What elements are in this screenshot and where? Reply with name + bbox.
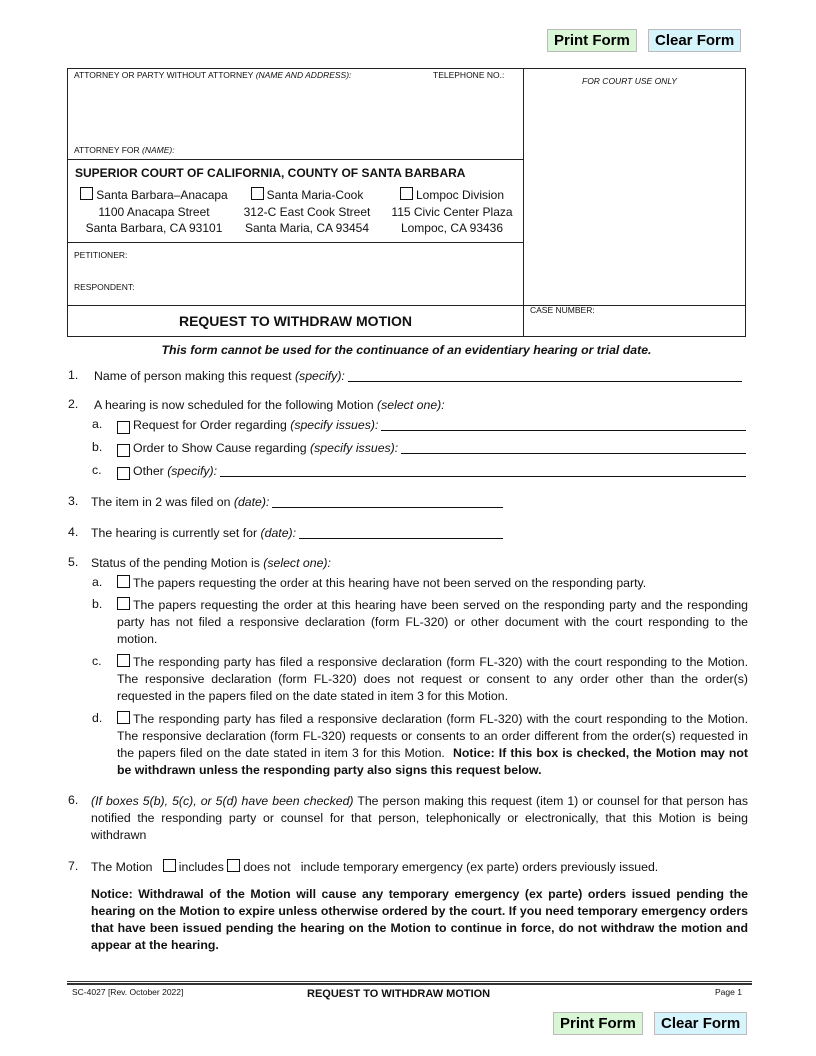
item-text: The person making this request (item 1) or counsel for that person has notified the responding party or counsel for that person, telephonically or electronically, that this Motion is being withdrawn <box>91 794 748 842</box>
input-line[interactable] <box>381 430 746 431</box>
item-text: The responding party has filed a responsive declaration (form FL-320) with the court responding to the Motion. The responsive declaration (form FL-320) requests or consents to an order different from the order(s) requested in the papers filed on the date stated in item 3 for this Motion. <box>117 712 748 760</box>
input-line[interactable] <box>272 507 503 508</box>
item-2b-field[interactable] <box>117 440 746 457</box>
includes-checkbox[interactable] <box>163 859 176 872</box>
item-5c <box>117 654 748 705</box>
court-city: Lompoc, CA 93436 <box>400 221 504 235</box>
item-text: Status of the pending Motion is <box>91 556 260 570</box>
continuance-notice: This form cannot be used for the continuance of an evidentiary hearing or trial date. <box>161 343 652 357</box>
input-line[interactable] <box>401 453 746 454</box>
page-number: Page 1 <box>715 987 742 997</box>
item-notice: Notice: If this box is checked, the Motion may not be withdrawn unless the responding party also signs this request below. <box>117 746 749 777</box>
item-3-date-field[interactable] <box>91 494 503 511</box>
item-text: The responding party has filed a responsive declaration (form FL-320) with the court responding to the Motion. The responsive declaration (form FL-320) does not request or consent to any order other than the order(s) requested in the papers filed on the date stated in item 3 for this Motion. <box>117 655 748 703</box>
input-line[interactable] <box>220 476 746 477</box>
item-text: The hearing is currently set for <box>91 526 258 540</box>
item-5d <box>117 711 748 779</box>
item-6 <box>91 793 748 844</box>
attorney-field[interactable] <box>74 70 351 80</box>
item-number: 2. <box>68 397 79 411</box>
checkbox[interactable] <box>117 597 130 610</box>
court-name-label: Lompoc Division <box>415 188 505 202</box>
divider <box>523 68 524 337</box>
item-7 <box>91 859 658 876</box>
divider <box>67 159 524 160</box>
checkbox[interactable] <box>117 467 130 480</box>
checkbox[interactable] <box>80 187 93 200</box>
respondent-label: RESPONDENT: <box>74 282 135 292</box>
item-7-notice: Notice: Withdrawal of the Motion will cause any temporary emergency (ex parte) orders issued pending the hearing on the Motion to expire unless otherwise ordered by the court. If you need temporary emergency orders that have been issued pending the hearing on the Motion to continue in force, do not withdraw the motion and appear at the hearing. <box>91 887 748 952</box>
item-hint: (date): <box>260 526 297 540</box>
court-city: Santa Maria, CA 93454 <box>244 221 370 235</box>
form-id <box>72 987 183 997</box>
includes-label: includes <box>178 860 224 874</box>
item-hint: (specify): <box>167 464 218 478</box>
item-hint: (select one): <box>377 398 445 412</box>
item-letter: d. <box>92 711 103 725</box>
checkbox[interactable] <box>117 575 130 588</box>
item-letter: c. <box>92 463 102 477</box>
checkbox[interactable] <box>117 444 130 457</box>
court-city: Santa Barbara, CA 93101 <box>85 221 223 235</box>
court-option[interactable] <box>384 187 520 204</box>
item-number: 7. <box>68 859 79 873</box>
item-number: 4. <box>68 525 79 539</box>
checkbox[interactable] <box>400 187 413 200</box>
form-title: REQUEST TO WITHDRAW MOTION <box>178 313 413 329</box>
case-number-label: CASE NUMBER: <box>530 305 595 315</box>
attorney-label: ATTORNEY OR PARTY WITHOUT ATTORNEY <box>74 70 254 80</box>
print-form-button[interactable]: Print Form <box>547 29 637 52</box>
item-number: 5. <box>68 555 79 569</box>
footer-title: REQUEST TO WITHDRAW MOTION <box>307 988 491 1000</box>
item-letter: b. <box>92 597 103 611</box>
item-2c-field[interactable] <box>117 463 746 480</box>
attorney-for-label: ATTORNEY FOR <box>74 145 140 155</box>
attorney-label-hint: (NAME AND ADDRESS): <box>255 70 352 80</box>
item-hint: (specify): <box>294 369 345 383</box>
item-text: The papers requesting the order at this hearing have been served on the responding party and the responding party has not filed a responsive declaration (form FL-320) or other document with the court responding to the motion. <box>117 598 748 646</box>
item-hint: (specify issues): <box>290 418 379 432</box>
item-text: The item in 2 was filed on <box>91 495 231 509</box>
court-name-label: Santa Barbara–Anacapa <box>96 188 228 202</box>
court-location-lompoc <box>384 187 520 237</box>
court-street: 115 Civic Center Plaza <box>391 204 513 219</box>
item-number: 3. <box>68 494 79 508</box>
checkbox[interactable] <box>117 654 130 667</box>
item-5-text <box>91 555 331 572</box>
checkbox[interactable] <box>117 711 130 724</box>
input-line[interactable] <box>299 538 503 539</box>
item-text: A hearing is now scheduled for the following Motion <box>94 398 374 412</box>
item-letter: b. <box>92 440 103 454</box>
item-hint: (specify issues): <box>310 441 399 455</box>
clear-form-button-bottom[interactable]: Clear Form <box>654 1012 747 1035</box>
item-text: Name of person making this request <box>94 369 292 383</box>
revision: [Rev. October 2022] <box>107 987 184 997</box>
item-4-date-field[interactable] <box>91 525 503 542</box>
checkbox[interactable] <box>251 187 264 200</box>
divider <box>67 242 524 243</box>
item-letter: c. <box>92 654 102 668</box>
form-number: SC-4027 <box>72 987 106 997</box>
does-not-label: does not <box>243 860 291 874</box>
court-location-santa-maria <box>237 187 377 237</box>
court-street: 1100 Anacapa Street <box>98 204 210 219</box>
item-text: Order to Show Cause regarding <box>133 441 307 455</box>
item-hint: (If boxes 5(b), 5(c), or 5(d) have been checked) <box>91 794 354 808</box>
item-hint: (select one): <box>263 556 331 570</box>
item-number: 6. <box>68 793 79 807</box>
court-option[interactable] <box>74 187 234 204</box>
item-5a <box>117 575 748 592</box>
item-text: include temporary emergency (ex parte) orders previously issued. <box>300 860 659 874</box>
item-text: Request for Order regarding <box>133 418 287 432</box>
item-number: 1. <box>68 368 79 382</box>
item-2a-field[interactable] <box>117 417 746 434</box>
attorney-for-hint: (NAME): <box>142 145 175 155</box>
item-text: The Motion <box>91 860 153 874</box>
does-not-checkbox[interactable] <box>227 859 240 872</box>
court-street: 312-C East Cook Street <box>243 204 371 219</box>
court-location-santa-barbara <box>74 187 234 237</box>
clear-form-button[interactable]: Clear Form <box>648 29 741 52</box>
court-name-label: Santa Maria-Cook <box>266 188 364 202</box>
checkbox[interactable] <box>117 421 130 434</box>
item-5b <box>117 597 748 648</box>
attorney-for-field[interactable] <box>74 145 175 155</box>
item-letter: a. <box>92 417 103 431</box>
item-text: The papers requesting the order at this hearing have not been served on the responding party. <box>133 576 647 590</box>
court-name: SUPERIOR COURT OF CALIFORNIA, COUNTY OF SANTA BARBARA <box>75 166 466 180</box>
item-1-name-field[interactable] <box>94 368 742 385</box>
item-2-text <box>94 397 445 414</box>
item-hint: (date): <box>233 495 270 509</box>
footer-rule <box>67 981 752 985</box>
telephone-label: TELEPHONE NO.: <box>433 70 505 80</box>
court-use-label: FOR COURT USE ONLY <box>582 76 677 86</box>
input-line[interactable] <box>348 381 742 382</box>
petitioner-label: PETITIONER: <box>74 250 128 260</box>
divider <box>67 305 746 306</box>
item-text: Other <box>133 464 164 478</box>
print-form-button-bottom[interactable]: Print Form <box>553 1012 643 1035</box>
item-letter: a. <box>92 575 103 589</box>
court-option[interactable] <box>237 187 377 204</box>
